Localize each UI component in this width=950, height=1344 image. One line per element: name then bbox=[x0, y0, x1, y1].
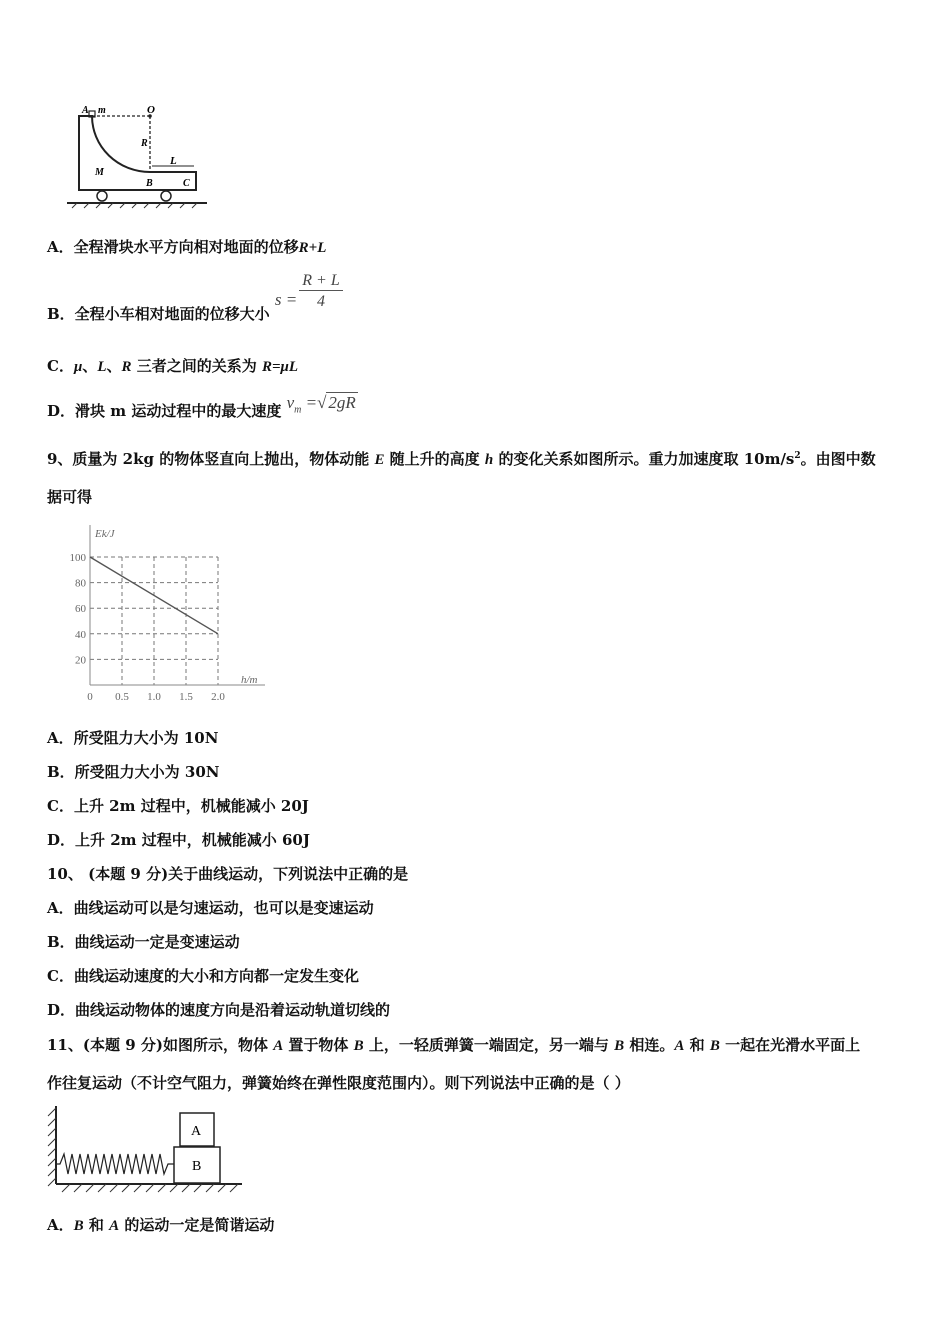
q11-option-a-mid: 和 bbox=[83, 1216, 110, 1234]
q11-option-a bbox=[47, 1214, 274, 1235]
chart-xtick-3: 1.5 bbox=[179, 691, 193, 703]
q8-formula-radicand: 2gR bbox=[328, 393, 356, 412]
q8-option-c-sep2: 、 bbox=[106, 357, 122, 375]
q9-stem-line1 bbox=[47, 448, 876, 469]
label-M: M bbox=[95, 167, 104, 178]
q11-option-a-a: A bbox=[109, 1218, 120, 1234]
chart-ytick-2: 60 bbox=[75, 603, 86, 616]
chart-xtick-1: 0.5 bbox=[115, 691, 129, 703]
chart-xtick-4: 2.0 bbox=[211, 691, 225, 703]
q9-stem-line2: 据可得 bbox=[47, 488, 93, 506]
q8-formula-eq: = bbox=[301, 393, 318, 412]
chart-ytick-4: 100 bbox=[69, 552, 86, 564]
q9-option-c: C．上升 2m 过程中，机械能减小 20J bbox=[47, 797, 309, 815]
q8-formula-v: v bbox=[286, 393, 295, 412]
chart-ytick-0: 20 bbox=[75, 654, 86, 667]
cart-figure bbox=[62, 100, 212, 210]
label-B: B bbox=[146, 178, 153, 189]
block-a-label: A bbox=[191, 1124, 202, 1139]
q8-option-c-sep1: 、 bbox=[82, 357, 98, 375]
spring-block-figure bbox=[44, 1104, 244, 1196]
cart-body bbox=[79, 116, 196, 190]
q11-stem-a: A bbox=[273, 1038, 284, 1054]
q8-option-d-text: D．滑块 m 运动过程中的最大速度 bbox=[47, 402, 282, 420]
q8-formula-lhs: s = bbox=[274, 290, 298, 310]
wheel-right bbox=[161, 191, 171, 201]
q10-option-d: D．曲线运动物体的速度方向是沿着运动轨道切线的 bbox=[47, 1001, 391, 1019]
q8-option-d bbox=[47, 392, 358, 420]
wheel-left bbox=[97, 191, 107, 201]
q11-stem-line1 bbox=[47, 1034, 860, 1055]
q8-formula-numerator: R + L bbox=[299, 272, 342, 291]
q8-option-c-expr: R=μL bbox=[261, 359, 299, 375]
q8-option-b-formula bbox=[274, 272, 343, 310]
q10-option-a: A．曲线运动可以是匀速运动，也可以是变速运动 bbox=[47, 899, 374, 917]
q9-stem-part3: 的变化关系如图所示。重力加速度取 10m/s bbox=[493, 450, 795, 468]
q8-option-b bbox=[47, 272, 343, 324]
q8-option-a bbox=[47, 236, 326, 257]
q11-stem-line2: 作往复运动（不计空气阻力，弹簧始终在弹性限度范围内）。则下列说法中正确的是（ ） bbox=[47, 1074, 630, 1092]
q11-option-a-text: 的运动一定是简谐运动 bbox=[119, 1216, 275, 1234]
q9-stem-part2: 随上升的高度 bbox=[384, 450, 485, 468]
q11-stem-b3: B bbox=[709, 1038, 720, 1054]
q11-option-a-b: B bbox=[73, 1218, 84, 1234]
q11-stem-part1: 11、(本题 9 分)如图所示，物体 bbox=[47, 1036, 274, 1054]
label-m: m bbox=[98, 105, 106, 116]
q9-stem-h: h bbox=[484, 452, 494, 468]
chart-ylabel: Ek/J bbox=[95, 528, 115, 540]
q8-formula-denominator: 4 bbox=[317, 293, 325, 310]
ek-height-chart bbox=[55, 520, 275, 710]
q11-stem-part5: 和 bbox=[684, 1036, 710, 1054]
q9-option-b: B．所受阻力大小为 30N bbox=[47, 763, 220, 781]
q10-stem: 10、 (本题 9 分)关于曲线运动，下列说法中正确的是 bbox=[47, 865, 409, 883]
q9-option-a: A．所受阻力大小为 10N bbox=[47, 729, 219, 747]
block-b-label: B bbox=[192, 1159, 202, 1174]
q8-formula-sub: m bbox=[294, 404, 302, 416]
spring bbox=[56, 1154, 174, 1174]
q8-option-c-prefix: C． bbox=[47, 357, 74, 375]
chart-xtick-0: 0 bbox=[87, 691, 93, 703]
q11-stem-part2: 置于物体 bbox=[283, 1036, 354, 1054]
q11-stem-b2: B bbox=[614, 1038, 625, 1054]
q8-option-b-text: B．全程小车相对地面的位移大小 bbox=[47, 305, 270, 324]
q11-stem-part3: 上，一轻质弹簧一端固定，另一端与 bbox=[363, 1036, 615, 1054]
chart-ytick-1: 40 bbox=[75, 628, 86, 641]
q11-stem-a2: A bbox=[674, 1038, 685, 1054]
q8-option-a-text: A．全程滑块水平方向相对地面的位移 bbox=[47, 238, 299, 256]
q9-stem-e: E bbox=[374, 452, 385, 468]
q9-stem-part1: 9、质量为 2kg 的物体竖直向上抛出，物体动能 bbox=[47, 450, 375, 468]
q10-option-b: B．曲线运动一定是变速运动 bbox=[47, 933, 240, 951]
chart-xlabel: h/m bbox=[241, 674, 258, 686]
q11-option-a-prefix: A． bbox=[47, 1216, 74, 1234]
q9-stem-part4: 。由图中数 bbox=[800, 450, 876, 468]
q11-stem-b: B bbox=[353, 1038, 364, 1054]
q11-stem-part4: 相连。 bbox=[624, 1036, 675, 1054]
q8-option-c-l: L bbox=[97, 359, 107, 375]
label-C: C bbox=[183, 178, 190, 189]
q8-option-d-formula bbox=[286, 393, 358, 416]
label-R: R bbox=[141, 138, 148, 149]
q11-stem-part6: 一起在光滑水平面上 bbox=[719, 1036, 861, 1054]
q9-stem-sup: 2 bbox=[794, 451, 801, 461]
chart-xtick-2: 1.0 bbox=[147, 691, 161, 703]
label-L: L bbox=[170, 155, 177, 167]
q10-option-c: C．曲线运动速度的大小和方向都一定发生变化 bbox=[47, 967, 359, 985]
q8-option-c-text: 三者之间的关系为 bbox=[131, 357, 262, 375]
label-A: A bbox=[82, 105, 89, 116]
label-O: O bbox=[147, 104, 155, 116]
q9-option-d: D．上升 2m 过程中，机械能减小 60J bbox=[47, 831, 310, 849]
q8-option-a-expr: R+L bbox=[298, 240, 327, 256]
q8-option-c-r: R bbox=[121, 359, 132, 375]
chart-ytick-3: 80 bbox=[75, 577, 86, 590]
q8-option-c-mu: μ bbox=[73, 359, 83, 375]
q8-option-c bbox=[47, 355, 298, 376]
q8-formula-root: √ bbox=[317, 393, 327, 412]
